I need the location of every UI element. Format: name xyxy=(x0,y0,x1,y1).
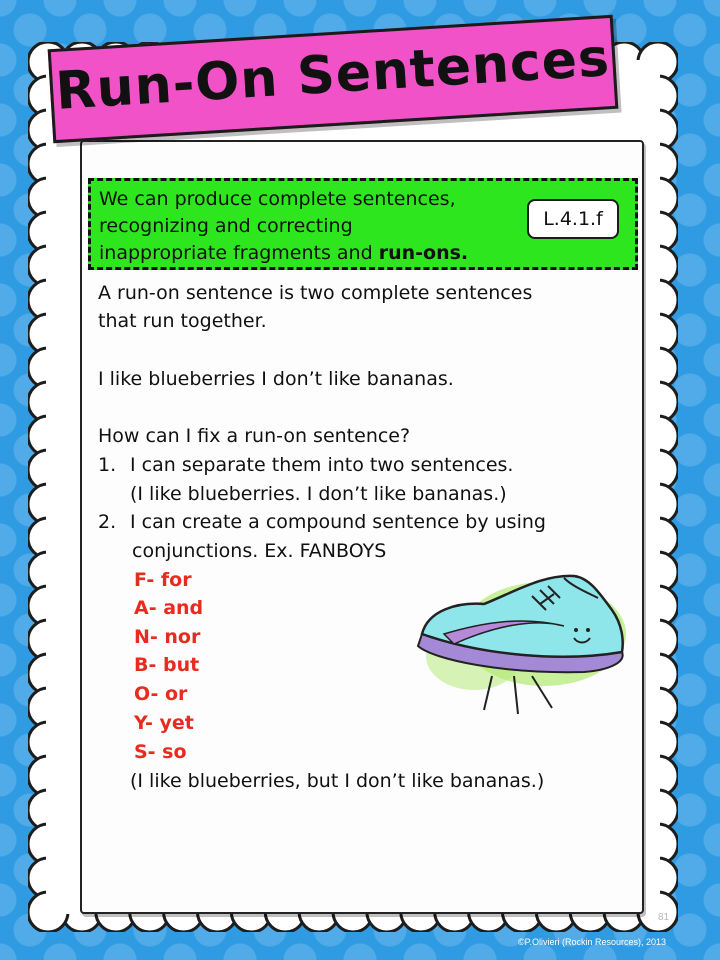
standard-period: . xyxy=(460,242,469,264)
option-2-continued: conjunctions. Ex. FANBOYS xyxy=(132,540,387,562)
fanboys-item-s: S- so xyxy=(134,741,187,763)
sneaker-icon xyxy=(414,564,632,724)
standard-text xyxy=(99,186,529,267)
definition-line-1: A run-on sentence is two complete sentences xyxy=(98,282,533,304)
run-on-example: I like blueberries I don’t like bananas. xyxy=(98,368,454,390)
standard-line-3: inappropriate fragments and xyxy=(99,242,379,264)
standard-code-badge: L.4.1.f xyxy=(527,199,619,239)
option-1-number: 1. xyxy=(98,454,117,476)
option-2-text: I can create a compound sentence by using xyxy=(130,511,546,533)
standard-line-1: We can produce complete sentences, xyxy=(99,188,456,210)
standard-line-2: recognizing and correcting xyxy=(99,215,353,237)
option-2 xyxy=(98,508,546,536)
definition xyxy=(98,279,532,335)
page-number: 81 xyxy=(658,912,670,923)
standard-box xyxy=(88,178,638,270)
page-title: Run-On Sentences xyxy=(53,28,612,122)
fanboys-item-a: A- and xyxy=(134,597,204,619)
fanboys-item-f: F- for xyxy=(134,569,192,591)
copyright-text: ©P.Olivieri (Rockin Resources), 2013 xyxy=(518,937,667,947)
question: How can I fix a run-on sentence? xyxy=(98,425,411,447)
fanboys-item-o: O- or xyxy=(134,683,188,705)
fanboys-item-y: Y- yet xyxy=(134,712,194,734)
compound-example: (I like blueberries, but I don’t like bananas.) xyxy=(130,770,545,792)
option-2-number: 2. xyxy=(98,511,117,533)
fanboys-item-b: B- but xyxy=(134,654,200,676)
option-1-text: I can separate them into two sentences. xyxy=(130,454,514,476)
definition-line-2: that run together. xyxy=(98,310,267,332)
standard-keyword: run-ons xyxy=(378,242,461,264)
option-1 xyxy=(98,451,513,479)
option-1-example: (I like blueberries. I don’t like bananas.) xyxy=(130,483,507,505)
fanboys-item-n: N- nor xyxy=(134,626,201,648)
